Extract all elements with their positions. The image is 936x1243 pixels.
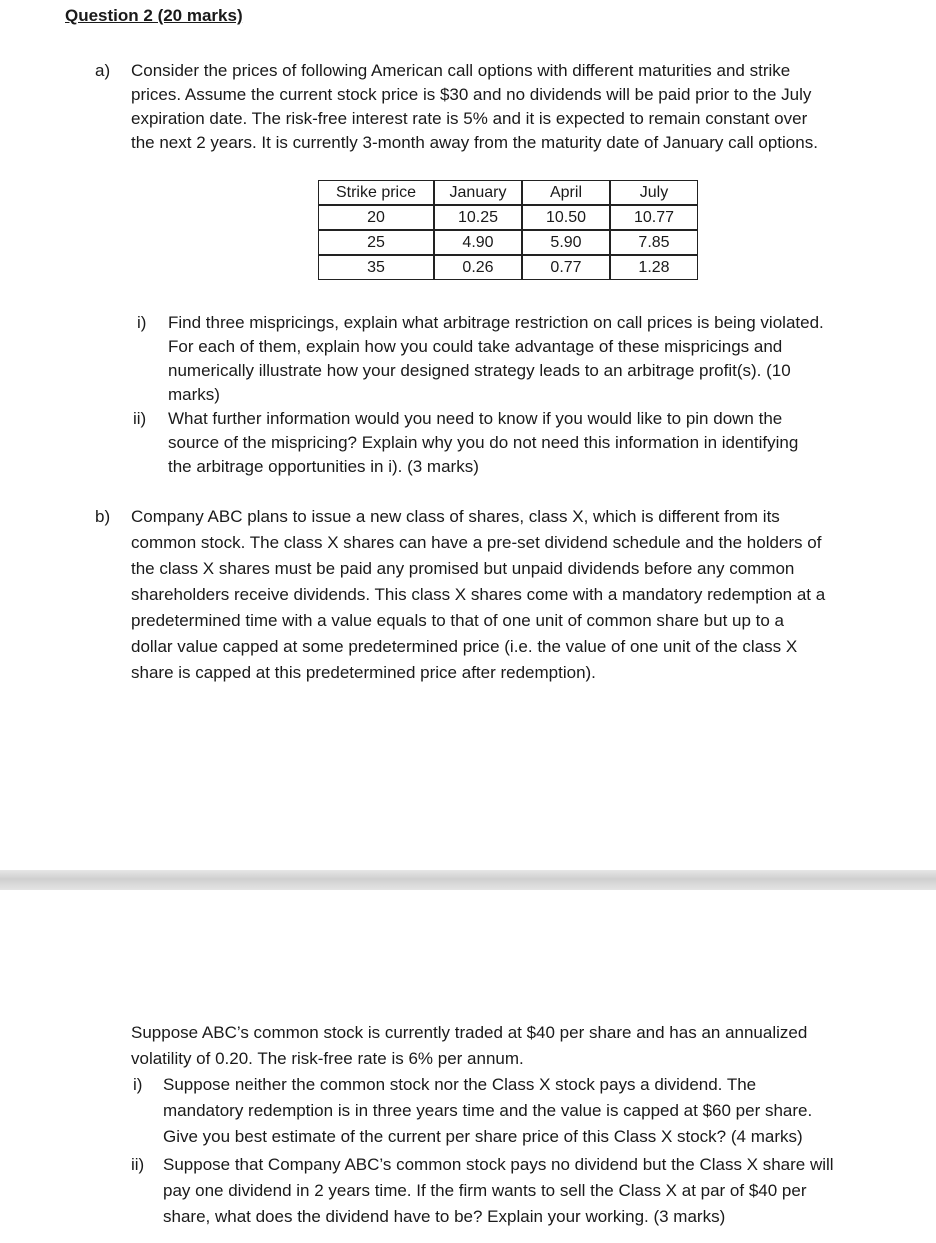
part-b-label: b) [95, 507, 111, 526]
part-a-ii-line: the arbitrage opportunities in i). (3 marks) [168, 457, 479, 476]
part-b-line: Company ABC plans to issue a new class of shares, class X, which is different from its [131, 507, 780, 526]
table-header-cell: Strike price [318, 180, 434, 205]
table-cell: 20 [318, 205, 434, 230]
table-cell: 0.26 [434, 255, 522, 280]
part-a-line: the next 2 years. It is currently 3-month away from the maturity date of January call options. [131, 133, 818, 152]
part-b-ii-line: share, what does the dividend have to be? Explain your working. (3 marks) [163, 1207, 726, 1226]
part-b-intro-line: Suppose ABC’s common stock is currently traded at $40 per share and has an annualized [131, 1023, 808, 1042]
table-cell: 0.77 [522, 255, 610, 280]
part-b-line: predetermined time with a value equals to that of one unit of common share but up to a [131, 611, 784, 630]
table-header-cell: January [434, 180, 522, 205]
table-cell: 1.28 [610, 255, 698, 280]
table-cell: 7.85 [610, 230, 698, 255]
part-b-ii-text [163, 1152, 834, 1230]
table-row [318, 255, 698, 280]
table-cell: 25 [318, 230, 434, 255]
table-cell: 10.77 [610, 205, 698, 230]
part-b-line: dollar value capped at some predetermined price (i.e. the value of one unit of the class X [131, 637, 798, 656]
part-b-intro [131, 1020, 807, 1072]
table-header-cell: July [610, 180, 698, 205]
part-b-ii-label: ii) [131, 1155, 145, 1174]
table-row [318, 230, 698, 255]
part-b-line: shareholders receive dividends. This class X shares come with a mandatory redemption at a [131, 585, 826, 604]
part-a-ii-text [168, 407, 798, 479]
part-b-i-text [163, 1072, 812, 1150]
part-a-i-line: numerically illustrate how your designed strategy leads to an arbitrage profit(s). (10 [168, 361, 791, 380]
part-b-text [131, 504, 825, 686]
table-cell: 10.50 [522, 205, 610, 230]
part-a-line: expiration date. The risk-free interest rate is 5% and it is expected to remain constant over [131, 109, 808, 128]
table-header-row [318, 180, 698, 205]
part-a-i-line: Find three mispricings, explain what arbitrage restriction on call prices is being violated. [168, 313, 824, 332]
part-b-i-line: mandatory redemption is in three years time and the value is capped at $60 per share. [163, 1101, 813, 1120]
call-options-table [318, 180, 698, 280]
part-a-text [131, 59, 818, 155]
part-b-i-label: i) [133, 1075, 143, 1094]
part-a-i-label: i) [137, 313, 147, 332]
part-b-ii-line: pay one dividend in 2 years time. If the firm wants to sell the Class X at par of $40 per [163, 1181, 807, 1200]
part-a-i-text [168, 311, 824, 407]
part-a-ii-label: ii) [133, 409, 147, 428]
part-b-ii-line: Suppose that Company ABC’s common stock pays no dividend but the Class X share will [163, 1155, 834, 1174]
part-a-ii-line: source of the mispricing? Explain why you do not need this information in identifying [168, 433, 799, 452]
table-cell: 35 [318, 255, 434, 280]
table-cell: 5.90 [522, 230, 610, 255]
question-title: Question 2 (20 marks) [65, 6, 243, 25]
table-row [318, 205, 698, 230]
part-b-intro-line: volatility of 0.20. The risk-free rate is 6% per annum. [131, 1049, 524, 1068]
part-a-i-line: For each of them, explain how you could take advantage of these mispricings and [168, 337, 783, 356]
part-a-line: prices. Assume the current stock price is $30 and no dividends will be paid prior to the July [131, 85, 812, 104]
table-cell: 10.25 [434, 205, 522, 230]
part-a-label: a) [95, 61, 111, 80]
part-b-line: the class X shares must be paid any promised but unpaid dividends before any common [131, 559, 795, 578]
part-a-ii-line: What further information would you need to know if you would like to pin down the [168, 409, 783, 428]
part-b-line: share is capped at this predetermined price after redemption). [131, 663, 596, 682]
part-b-i-line: Suppose neither the common stock nor the Class X stock pays a dividend. The [163, 1075, 757, 1094]
part-b-i-line: Give you best estimate of the current per share price of this Class X stock? (4 marks) [163, 1127, 803, 1146]
table-cell: 4.90 [434, 230, 522, 255]
table-header-cell: April [522, 180, 610, 205]
page-divider [0, 870, 936, 890]
part-b-line: common stock. The class X shares can have a pre-set dividend schedule and the holders of [131, 533, 822, 552]
part-a-line: Consider the prices of following American call options with different maturities and strike [131, 61, 791, 80]
part-a-i-line: marks) [168, 385, 220, 404]
